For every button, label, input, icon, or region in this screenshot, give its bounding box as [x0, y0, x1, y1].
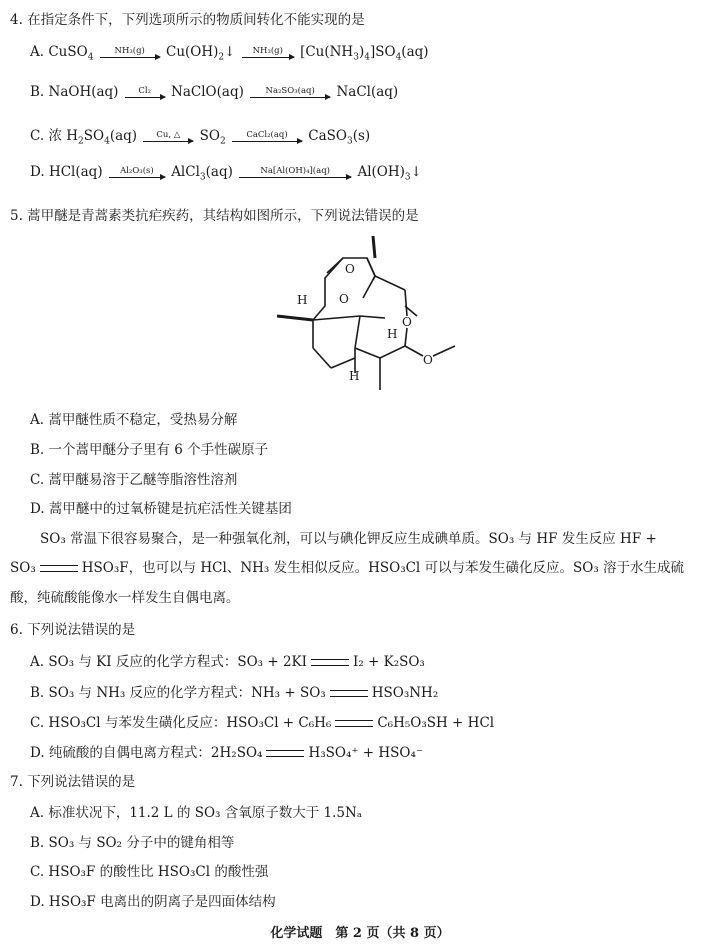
- o-label-1: O: [345, 262, 355, 276]
- q6-option-c: C. HSO₃Cl 与苯发生磺化反应：HSO₃Cl + C₆H₆ C₆H₅O₃SH + HCl: [30, 715, 495, 731]
- q5-option-a: A. 蒿甲醚性质不稳定，受热易分解: [30, 412, 238, 428]
- reaction-arrow: Cu, △: [143, 131, 193, 142]
- artemether-structure-diagram: [255, 228, 475, 408]
- reaction-arrow: Cl₂: [125, 87, 165, 98]
- q4-option-d: D. HCl(aq) Al₂O₃(s) AlCl$_3$(aq) Na[Al(OH)₄](aq) $Al(OH)_3↓$: [30, 164, 422, 183]
- q7-option-d: D. HSO₃F 电离出的阴离子是四面体结构: [30, 894, 276, 910]
- equals-sign: [266, 750, 304, 757]
- reaction-arrow: NH₃(g): [242, 47, 294, 58]
- q5-option-d: D. 蒿甲醚中的过氧桥键是抗疟活性关键基团: [30, 501, 292, 517]
- q7-option-c: C. HSO₃F 的酸性比 HSO₃Cl 的酸性强: [30, 864, 269, 880]
- equals-sign: [330, 690, 368, 697]
- q5-option-c: C. 蒿甲醚易溶于乙醚等脂溶性溶剂: [30, 472, 238, 488]
- reaction-arrow: Al₂O₃(s): [109, 167, 165, 178]
- q5-option-b: B. 一个蒿甲醚分子里有 6 个手性碳原子: [30, 442, 269, 458]
- h-label-1: H: [297, 293, 308, 307]
- equals-sign: [335, 720, 373, 727]
- passage-line-3: 酸，纯硫酸能像水一样发生自偶电离。: [10, 590, 240, 606]
- page-footer: 化学试题 第 2 页（共 8 页）: [270, 926, 450, 941]
- q4-stem: 4. 在指定条件下，下列选项所示的物质间转化不能实现的是: [10, 12, 365, 28]
- o-label-4: O: [423, 353, 433, 367]
- reaction-arrow: Na₂SO₃(aq): [250, 87, 330, 98]
- reaction-arrow: NH₃(g): [100, 47, 160, 58]
- o-label-3: O: [402, 315, 412, 329]
- q7-option-a: A. 标准状况下，11.2 L 的 SO₃ 含氧原子数大于 1.5Nₐ: [30, 805, 363, 821]
- passage-line-2: SO₃ HSO₃F，也可以与 HCl、NH₃ 发生相似反应。HSO₃Cl 可以与苯发生磺化反应。SO₃ 溶于水生成硫: [10, 560, 685, 576]
- q4-option-c: C. 浓 $H_2SO_4(aq)$ Cu, △ $SO_2$ CaCl₂(aq) CaSO$_3$(s): [30, 128, 371, 147]
- reaction-arrow: CaCl₂(aq): [232, 131, 302, 142]
- q7-option-b: B. SO₃ 与 SO₂ 分子中的键角相等: [30, 835, 235, 851]
- q6-option-d: D. 纯硫酸的自偶电离方程式：2H₂SO₄ H₃SO₄⁺ + HSO₄⁻: [30, 745, 423, 761]
- q4-option-a: A. CuSO$_4$ NH₃(g) $Cu(OH)_2↓$ NH₃(g) $[Cu(NH_3)_4]SO_4(aq)$: [30, 44, 429, 63]
- q6-option-b: B. SO₃ 与 NH₃ 反应的化学方程式：NH₃ + SO₃ HSO₃NH₂: [30, 685, 439, 701]
- o-label-2: O: [339, 292, 349, 306]
- reaction-arrow: Na[Al(OH)₄](aq): [239, 167, 351, 178]
- q4-option-b: B. NaOH(aq) Cl₂ NaClO(aq) Na₂SO₃(aq) NaCl(aq): [30, 84, 399, 100]
- equals-sign: [311, 659, 349, 666]
- h-label-3: H: [349, 369, 360, 383]
- equals-sign: [40, 565, 78, 572]
- h-label-2: H: [387, 327, 398, 341]
- q6-stem: 6. 下列说法错误的是: [10, 622, 136, 638]
- q6-option-a: A. SO₃ 与 KI 反应的化学方程式：SO₃ + 2KI I₂ + K₂SO₃: [30, 654, 425, 670]
- q5-stem: 5. 蒿甲醚是青蒿素类抗疟疾药，其结构如图所示，下列说法错误的是: [10, 208, 419, 224]
- passage-line-1: SO₃ 常温下很容易聚合，是一种强氧化剂，可以与碘化钾反应生成碘单质。SO₃ 与 HF 发生反应 HF +: [40, 531, 657, 547]
- q7-stem: 7. 下列说法错误的是: [10, 774, 136, 790]
